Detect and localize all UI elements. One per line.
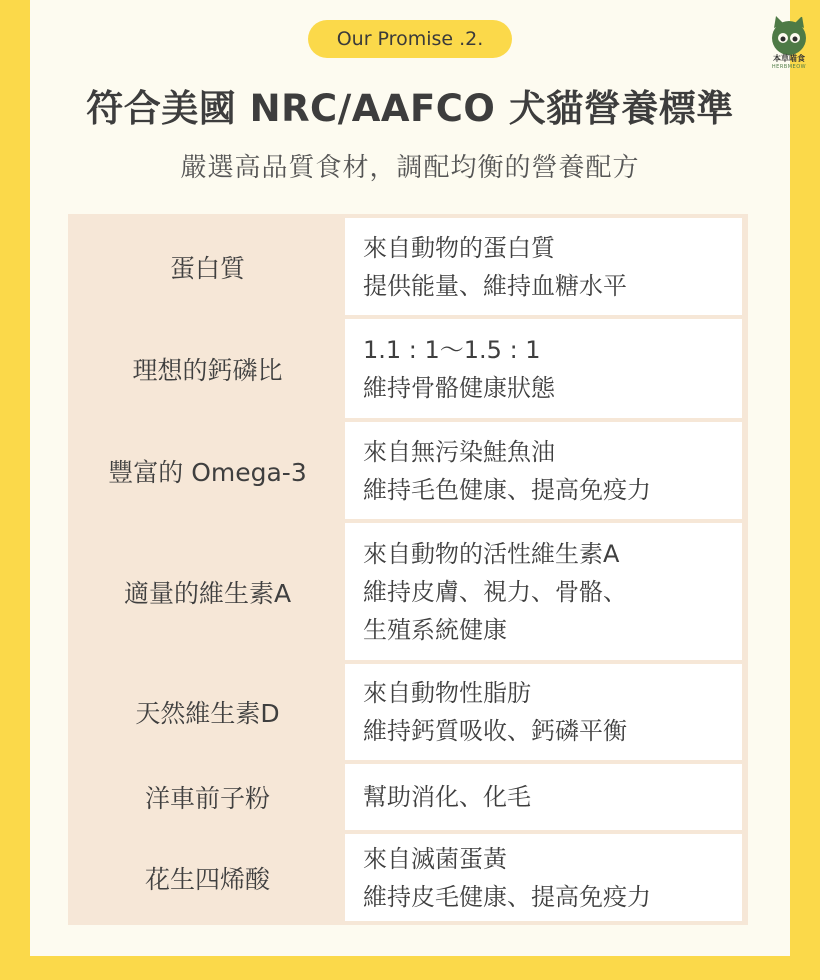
nutrient-description: [345, 523, 742, 660]
logo-subtitle: HERBMEOW: [771, 64, 807, 70]
table-row: [68, 660, 748, 760]
nutrition-table: [68, 214, 748, 925]
brand-logo: [760, 14, 820, 78]
description-line: 維持皮膚、視力、骨骼、: [363, 577, 627, 606]
promise-badge: Our Promise .2.: [308, 20, 512, 58]
nutrient-label: 洋車前子粉: [72, 764, 343, 830]
nutrient-label: 適量的維生素A: [72, 523, 343, 660]
nutrient-description: [345, 218, 742, 315]
description-line: 維持鈣質吸收、鈣磷平衡: [363, 717, 627, 745]
nutrient-description: [345, 834, 742, 921]
cat-logo-icon: [760, 14, 818, 56]
nutrient-label: 天然維生素D: [72, 664, 343, 760]
description-line: 維持骨骼健康狀態: [363, 373, 555, 402]
logo-name: 本草喵食: [773, 54, 805, 63]
nutrient-description: [345, 319, 742, 418]
page-subtitle: 嚴選高品質食材，調配均衡的營養配方: [180, 153, 640, 183]
description-line: 來自動物的活性維生素A: [363, 539, 620, 568]
description-line: 生殖系統健康: [363, 615, 507, 644]
description-line: 1.1 : 1〜1.5 : 1: [363, 335, 541, 364]
table-row: [68, 214, 748, 315]
table-row: [68, 519, 748, 660]
description-line: 來自動物的蛋白質: [363, 233, 555, 262]
description-line: 來自滅菌蛋黃: [363, 844, 507, 873]
description-line: 維持毛色健康、提高免疫力: [363, 475, 651, 504]
nutrient-label: 花生四烯酸: [72, 834, 343, 921]
table-row: [68, 418, 748, 519]
nutrient-label: 蛋白質: [72, 218, 343, 315]
description-line: 維持皮毛健康、提高免疫力: [363, 882, 651, 911]
description-line: 來自動物性脂肪: [363, 679, 531, 707]
nutrient-description: [345, 664, 742, 760]
table-row: [68, 315, 748, 418]
table-row: [68, 760, 748, 830]
table-row: [68, 830, 748, 925]
description-line: 幫助消化、化毛: [363, 783, 531, 811]
nutrient-label: 豐富的 Omega-3: [72, 422, 343, 519]
nutrient-description: [345, 422, 742, 519]
nutrient-description: [345, 764, 742, 830]
description-line: 來自無污染鮭魚油: [363, 437, 555, 466]
page-title: 符合美國 NRC/AAFCO 犬貓營養標準: [86, 87, 734, 130]
nutrient-label: 理想的鈣磷比: [72, 319, 343, 418]
description-line: 提供能量、維持血糖水平: [363, 271, 627, 300]
